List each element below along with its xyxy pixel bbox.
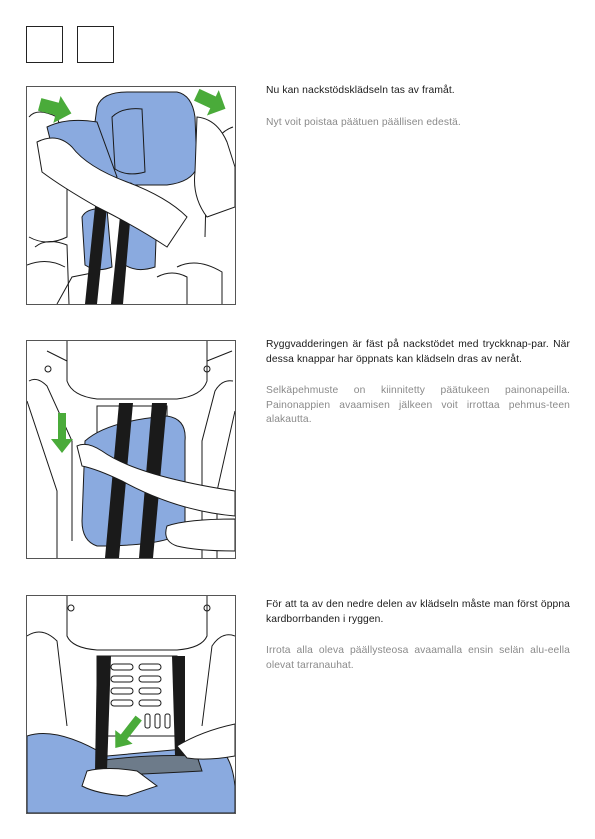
step-1-illustration bbox=[26, 86, 236, 305]
step-2-finnish-text: Selkäpehmuste on kiinnitetty päätukeen painonapeilla. Painonappien avaamisen jälkeen voit irrottaa pehmus-teen alakautta. bbox=[266, 385, 570, 426]
step-2-text bbox=[266, 338, 570, 428]
step-3-finnish-text: Irrota alla oleva päällysteosa avaamalla ensin selän alu-eella olevat tarranauhat. bbox=[266, 645, 570, 671]
step-1-text bbox=[266, 84, 570, 130]
step-3-illustration bbox=[26, 595, 236, 814]
step-2-swedish-text: Ryggvadderingen är fäst på nackstödet med tryckknap-par. När dessa knappar har öppnats kan klädseln dras av neråt. bbox=[266, 339, 570, 365]
step-3-text bbox=[266, 598, 570, 673]
step-2-illustration bbox=[26, 340, 236, 559]
page-box-right bbox=[77, 26, 114, 63]
step-3-swedish-text: För att ta av den nedre delen av klädseln måste man först öppna kardborrbanden i ryggen. bbox=[266, 599, 570, 625]
page-box-left bbox=[26, 26, 63, 63]
step-1-swedish-text: Nu kan nackstödsklädseln tas av framåt. bbox=[266, 85, 455, 96]
step-1-finnish-text: Nyt voit poistaa päätuen päällisen edestä. bbox=[266, 116, 461, 128]
